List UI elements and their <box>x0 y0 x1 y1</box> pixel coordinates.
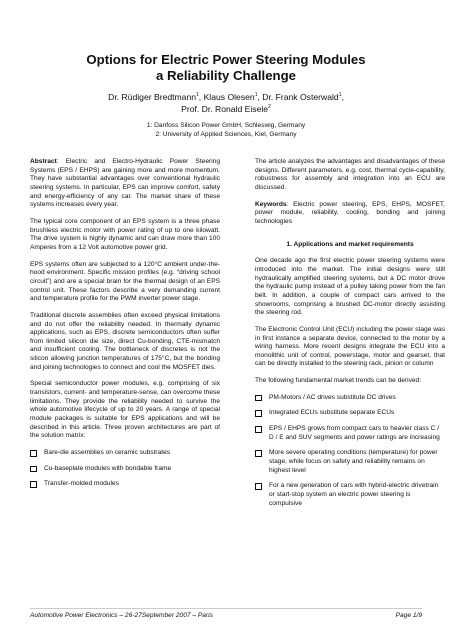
list-item-text: PM-Motors / AC drives substitute DC drives <box>269 393 396 401</box>
checkbox-bullet-icon <box>30 466 37 473</box>
abstract <box>30 158 220 210</box>
list-item-text: Bare-die assemblies on ceramic substrates <box>44 449 171 457</box>
list-item-text: Cu-baseplate modules with bondable frame <box>44 464 172 472</box>
footer-conference: Automotive Power Electronics – 26-27September 2007 – Paris <box>30 612 213 619</box>
checkbox-bullet-icon <box>30 450 37 457</box>
title-line-1: Options for Electric Power Steering Modules <box>86 52 366 67</box>
list-item-text: For a new generation of cars with hybrid-electric drivetrain or start-stop system an electric power steering is compulsive <box>269 482 439 507</box>
paragraph: The Electronic Control Unit (ECU) including the power stage was in first instance a separate device, connected to the motor by a wiring harness. More recent designs integrate the ECU into a monolithic unit of control, powerstage, motor and gearset, that can be directly installed to the steering rack, pinion or column <box>255 325 445 368</box>
market-trends-list <box>255 394 445 509</box>
abstract-text: : Electric and Electro-Hydraulic Power Steering Systems (EPS / EHPS) are gaining more and more momentum. They have substantial advantages over conventional hydraulic steering systems. In particular, EPS can improve comfort, safety and energy-efficiency of any car. The market share of these systems increases every year. <box>30 158 220 209</box>
author-affil-mark: 1 <box>196 92 199 99</box>
list-item <box>30 465 220 474</box>
author-name: Dr. Rüdiger Bredtmann <box>108 92 197 102</box>
abstract-label: Abstract <box>30 158 57 165</box>
author-name: Dr. Frank Osterwald <box>262 92 339 102</box>
list-item-text: More severe operating conditions (temperature) for power stage, while focus on safety and reliability remains on highest level <box>269 449 438 474</box>
keywords-text: : Electric power steering, EPS, EHPS, MOSFET, power module, reliability, cooling, bonding and joining technologies <box>255 200 445 225</box>
list-item-text: Integrated ECUs substitute separate ECUs <box>269 409 395 417</box>
paragraph: EPS systems often are subjected to a 120°C ambient under-the-hood environment. Specific mission profiles (e.g. “driving school circuit”) and are a special brain for the thermal design of an EPS control unit. These factors describe a very demanding current and temperature profile for the PWM inverter power stage. <box>30 260 220 303</box>
author-affil-mark: 1 <box>254 92 258 99</box>
checkbox-bullet-icon <box>255 426 262 433</box>
list-item <box>255 482 445 508</box>
author-affil-mark: 2 <box>268 103 271 110</box>
paragraph: Traditional discrete assemblies often exceed physical limitations and do not offer the reliability needed. In thermally dynamic applications, such as EPS, discrete semiconductors often suffer from limited silicon die size, direct Cu-bonding, CTE-mismatch and insufficient cooling. The bottleneck of discretes is not the silicon allowing junction temperatures of 175°C, but the bonding and joining technologies to connect and cool the MOSFET dies. <box>30 311 220 371</box>
affiliation-1: 1: Danfoss Silicon Power GmbH, Schleswig, Germany <box>146 122 306 129</box>
list-item <box>255 394 445 403</box>
footer-page-number: Page 1/9 <box>395 612 422 619</box>
right-column <box>255 158 445 515</box>
list-item-text: EPS / EHPS grows from compact cars to heavier class C / D / E and SUV segments and power ratings are increasing <box>269 425 440 441</box>
paragraph: Special semiconductor power modules, e.g. comprising of six transistors, current- and temperature-sense, can overcome these limitations. They provide the reliability needed to survive the whole automotive lifecycle of up to 20 years. A range of special module packages is suitable for EPS applications and will be described in this article. Three proven architectures are part of the solution matrix: <box>30 380 220 440</box>
checkbox-bullet-icon <box>255 450 262 457</box>
checkbox-bullet-icon <box>30 481 37 488</box>
checkbox-bullet-icon <box>255 395 262 402</box>
title-line-2: a Reliability Challenge <box>156 68 296 83</box>
section-heading: 1. Applications and market requirements <box>286 240 414 248</box>
paper-title <box>0 52 452 84</box>
checkbox-bullet-icon <box>255 410 262 417</box>
author-list <box>0 92 452 115</box>
keywords-label: Keywords <box>255 200 287 208</box>
page-footer <box>30 608 422 621</box>
paragraph: The article analyzes the advantages and disadvantages of these designs. Different parameters, e.g. cost, thermal cycle-capability, robustness for assembly and integration into an ECU are discussed. <box>255 158 445 191</box>
affiliations <box>0 122 452 139</box>
paragraph: The following fundamental market trends can be derived: <box>255 377 422 385</box>
list-item <box>255 409 445 418</box>
author-affil-mark: 1 <box>338 92 342 99</box>
keywords <box>255 201 445 227</box>
list-item <box>255 449 445 475</box>
list-item <box>255 425 445 442</box>
list-item <box>30 480 220 489</box>
checkbox-bullet-icon <box>255 483 262 490</box>
author-line-1: Dr. Rüdiger Bredtmann$^1$, Klaus Olesen$^1$, Dr. Frank Osterwald$^1$, <box>108 92 344 102</box>
list-item <box>30 449 220 458</box>
list-item-text: Transfer-molded modules <box>44 480 119 488</box>
author-name: Klaus Olesen <box>203 92 255 102</box>
left-column <box>30 158 220 496</box>
author-name: Prof. Dr. Ronald Eisele <box>181 103 269 114</box>
affiliation-2: 2: University of Applied Sciences, Kiel, Germany <box>155 130 297 138</box>
paragraph: The typical core component of an EPS system is a three phase brushless electric motor with power rating of up to one kilowatt. The drive system is highly dynamic and can draw more than 100 Amperes from a 12 Volt automotive power grid. <box>30 217 220 251</box>
paragraph: One decade ago the first electric power steering systems were introduced into the market. The initial designs were still hydraulically amplified steering systems, but a DC motor drove the hydraulic pump instead of a pulley taking power from the fan belt. In addition, a couple of compact cars arrived to the showrooms, comprising a brushed DC-motor directly assisting the steering rod. <box>255 257 445 317</box>
author-line-2 <box>0 104 452 116</box>
architecture-list <box>30 449 220 489</box>
